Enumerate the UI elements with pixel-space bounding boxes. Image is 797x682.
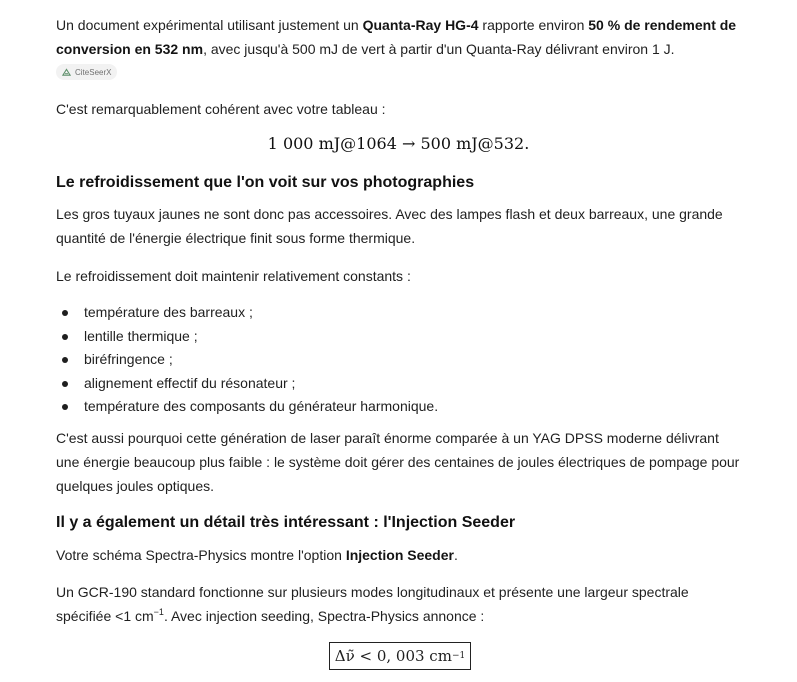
bold-quanta-ray-hg4: Quanta-Ray HG-4 (362, 17, 479, 33)
list-item: alignement effectif du résonateur ; (56, 372, 740, 396)
bold-injection-seeder: Injection Seeder (345, 547, 454, 563)
list-item: température des barreaux ; (56, 301, 740, 325)
cooling-list (56, 301, 740, 419)
citeseerx-icon (62, 68, 71, 77)
citation-badge[interactable] (56, 64, 117, 80)
equation-linewidth-boxed: Δν̃ < 0, 003 cm −1 (329, 642, 471, 670)
paragraph-gcr190-linewidth: Un GCR-190 standard fonctionne sur plusieurs modes longitudinaux et présente une largeur spectrale spécifiée <1 $cm^{-1}$. Avec injection seeding, Spectra-Physics annonce : (56, 584, 689, 624)
list-item: lentille thermique ; (56, 325, 740, 349)
heading-cooling: Le refroidissement que l'on voit sur vos photographies (56, 174, 475, 191)
paragraph-cooling-constants: Le refroidissement doit maintenir relativement constants : (56, 268, 411, 284)
equation-energy-conversion: 1 000 mJ@1064 → 500 mJ@532. (267, 134, 530, 153)
paragraph-hg4-efficiency: Un document expérimental utilisant justement un Quanta-Ray HG-4 rapporte environ 50 % de rendement de conversion en 532 nm, avec jusqu'à 500 mJ de vert à partir d'un Quanta-Ray délivrant environ 1 J. (56, 17, 737, 57)
citation-label: CiteSeerX (75, 67, 112, 77)
bold-conversion-efficiency: 50 % de rendement de conversion en 532 nm (56, 17, 737, 57)
list-item: température des composants du générateur harmonique. (56, 395, 740, 419)
paragraph-coherent: C'est remarquablement cohérent avec votre tableau : (56, 101, 386, 117)
heading-injection-seeder: Il y a également un détail très intéressant : l'Injection Seeder (56, 514, 516, 531)
paragraph-dpss-comparison: C'est aussi pourquoi cette génération de laser paraît énorme comparée à un YAG DPSS moderne délivrant une énergie beaucoup plus faible : le système doit gérer des centaines de joules électriques de pompage pour quelques joules optiques. (56, 430, 740, 494)
arrow-symbol: → (401, 134, 416, 153)
list-item: biréfringence ; (56, 348, 740, 372)
paragraph-seeder-option: Votre schéma Spectra-Physics montre l'option Injection Seeder. (56, 547, 458, 563)
paragraph-cooling-intro: Les gros tuyaux jaunes ne sont donc pas accessoires. Avec des lampes flash et deux barreaux, une grande quantité de l'énergie électrique finit sous forme thermique. (56, 206, 723, 246)
